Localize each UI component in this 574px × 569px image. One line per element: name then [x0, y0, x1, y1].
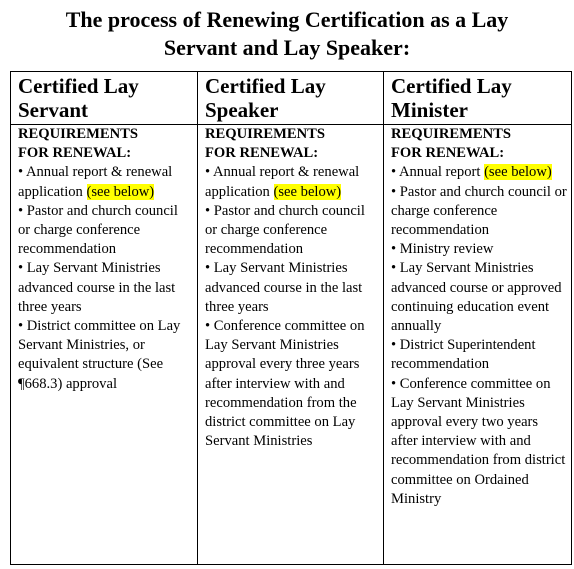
- table-body-row: [11, 125, 572, 565]
- lay-minister-requirements-cell: [384, 125, 572, 565]
- list-item: • Conference committee on Lay Servant Ministries approval every two years after interview with and recommendation from district committee on Ordained Ministry: [391, 375, 566, 507]
- list-item: • Lay Servant Ministries advanced course in the last three years: [205, 260, 363, 315]
- see-below-highlight: (see below): [86, 183, 155, 200]
- lay-servant-requirements-cell: [11, 125, 198, 565]
- requirements-label: [391, 125, 567, 163]
- requirements-label-line: REQUIREMENTS: [18, 126, 139, 142]
- see-below-highlight: (see below): [273, 183, 342, 200]
- item-text: • Annual report & renewal application: [18, 164, 173, 200]
- list-item: • District committee on Lay Servant Ministries, or equivalent structure (See ¶668.3) approval: [18, 318, 181, 392]
- document-title: [0, 6, 574, 62]
- list-item: • Lay Servant Ministries advanced course or approved continuing education event annually: [391, 260, 562, 335]
- list-item: [205, 163, 379, 201]
- table-header-row: [11, 72, 572, 125]
- list-item: • Pastor and church council or charge conference recommendation: [391, 183, 567, 239]
- requirements-label-line: FOR RENEWAL:: [205, 145, 319, 162]
- item-text: • Annual report: [391, 164, 485, 181]
- list-item: • Ministry review: [391, 241, 494, 258]
- column-heading-lay-speaker: [198, 72, 384, 125]
- list-item: • Conference committee on Lay Servant Ministries approval every three years after interview with and recommendation from the district committee on Lay Servant Ministries: [205, 318, 365, 450]
- see-below-highlight: (see below): [484, 164, 552, 181]
- title-line-2: Servant and Lay Speaker:: [163, 35, 411, 60]
- requirements-label-line: REQUIREMENTS: [391, 126, 512, 142]
- list-item: [391, 163, 567, 182]
- requirements-label-line: REQUIREMENTS: [205, 126, 326, 142]
- column-heading-lay-servant: [11, 72, 198, 125]
- lay-speaker-requirements-cell: [198, 125, 384, 565]
- list-item: [18, 163, 193, 201]
- requirements-label: [205, 125, 379, 163]
- heading-line: Speaker: [205, 98, 279, 122]
- requirements-label-line: FOR RENEWAL:: [391, 145, 505, 162]
- heading-line: Certified Lay: [391, 74, 512, 98]
- list-item: • Pastor and church council or charge conference recommendation: [205, 202, 365, 258]
- item-text: • Annual report & renewal application: [205, 164, 360, 200]
- heading-line: Certified Lay: [18, 74, 139, 98]
- list-item: • Lay Servant Ministries advanced course in the last three years: [18, 260, 176, 315]
- column-heading-lay-minister: [384, 72, 572, 125]
- heading-line: Servant: [18, 98, 88, 122]
- certification-table: [10, 71, 572, 565]
- heading-line: Minister: [391, 98, 468, 122]
- list-item: • Pastor and church council or charge conference recommendation: [18, 202, 178, 258]
- requirements-label: [18, 125, 193, 163]
- heading-line: Certified Lay: [205, 74, 326, 98]
- requirements-label-line: FOR RENEWAL:: [18, 145, 132, 162]
- list-item: • District Superintendent recommendation: [391, 337, 536, 373]
- title-line-1: The process of Renewing Certification as a Lay: [65, 7, 509, 32]
